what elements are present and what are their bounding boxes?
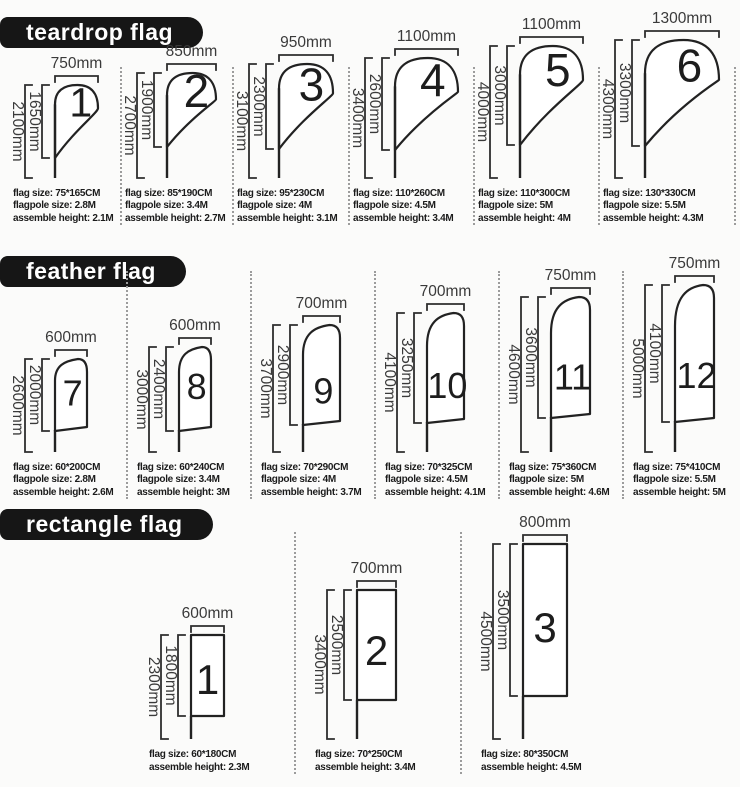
flag-number: 3 [298, 57, 325, 110]
flag-specs [478, 188, 571, 226]
width-label: 700mm [419, 282, 472, 300]
flag-diagram-teardrop-5 [474, 14, 596, 183]
spec-line: assemble height: 2.1M [13, 212, 114, 224]
spec-line: assemble height: 5M [633, 486, 726, 498]
spec-line: flagpole size: 3.4M [125, 200, 208, 211]
flag-unit-feather-8 [133, 315, 242, 500]
width-label: 800mm [519, 514, 571, 531]
flag-height-label: 3300mm [616, 62, 633, 123]
spec-line: assemble height: 4.6M [509, 486, 610, 498]
flag-diagram-feather-7 [9, 327, 100, 457]
flag-unit-feather-12 [629, 253, 738, 500]
flag-shape-feather [675, 285, 717, 422]
flag-unit-rectangle-3 [477, 512, 608, 774]
flag-specs [481, 749, 581, 774]
flag-number: 7 [62, 371, 83, 413]
spec-line: assemble height: 3M [137, 486, 230, 498]
flag-diagram-feather-9 [257, 293, 353, 457]
width-label: 600mm [45, 328, 97, 346]
flag-specs [149, 749, 249, 774]
spec-line: flagpole size: 2.8M [13, 474, 96, 485]
flag-diagram-rectangle-2 [311, 558, 409, 744]
width-label: 950mm [280, 33, 332, 51]
spec-line: assemble height: 4.1M [385, 486, 486, 498]
spec-line: flagpole size: 5M [509, 474, 584, 485]
width-bracket [523, 535, 567, 541]
spec-line: assemble height: 2.3M [149, 761, 250, 773]
width-bracket [675, 276, 714, 282]
pole-height-label: 3400mm [311, 634, 328, 695]
spec-line: assemble height: 3.4M [353, 212, 454, 224]
spec-line: flagpole size: 2.8M [13, 200, 96, 211]
pole-height-label: 4000mm [474, 81, 491, 142]
spec-line: assemble height: 3.4M [315, 761, 416, 773]
width-label: 750mm [544, 266, 597, 284]
width-label: 1100mm [521, 15, 582, 33]
flag-specs [353, 188, 453, 226]
flag-height-label: 4100mm [646, 322, 663, 384]
section-teardrop-flag [0, 0, 740, 247]
spec-line: flagpole size: 4M [261, 474, 336, 485]
flag-specs [633, 462, 726, 500]
flag-number: 6 [676, 38, 703, 91]
flag-unit-rectangle-1 [145, 603, 276, 774]
flag-unit-feather-11 [505, 265, 614, 500]
pole-height-label: 2600mm [9, 374, 26, 436]
spec-line: flagpole size: 5.5M [603, 200, 686, 211]
flag-height-label: 2900mm [274, 344, 291, 405]
spec-line: flagpole size: 5.5M [633, 474, 716, 485]
flag-row-feather [9, 253, 740, 500]
flag-height-label: 2300mm [250, 75, 267, 137]
flag-height-label: 1800mm [162, 645, 179, 706]
width-label: 700mm [350, 560, 403, 577]
pole-height-label: 4100mm [381, 351, 398, 413]
width-label: 850mm [165, 42, 218, 60]
width-bracket [645, 31, 719, 37]
spec-line: flag size: 60*200CM [13, 461, 101, 473]
flag-unit-feather-7 [9, 327, 118, 500]
section-title: teardrop flag [26, 19, 174, 45]
pole-height-label: 2300mm [145, 656, 162, 718]
section-feather-flag [0, 247, 740, 505]
spec-line: flag size: 75*360CM [509, 461, 597, 473]
spec-line: flag size: 110*260CM [353, 187, 445, 199]
flag-unit-teardrop-1 [9, 53, 118, 226]
flag-unit-feather-10 [381, 281, 490, 500]
width-label: 600mm [181, 605, 234, 622]
divider-dotted [374, 271, 376, 499]
flag-number: 12 [676, 354, 717, 396]
divider-dotted [622, 271, 624, 499]
width-bracket [303, 316, 340, 322]
pole-height-label: 4600mm [505, 343, 522, 405]
spec-line: flag size: 70*325CM [385, 461, 473, 473]
width-bracket [520, 37, 583, 43]
flag-unit-teardrop-5 [474, 14, 596, 226]
spec-line: flagpole size: 4.5M [353, 200, 436, 211]
spec-line: flag size: 60*240CM [137, 461, 225, 473]
flag-specs [603, 188, 703, 226]
spec-line: flagpole size: 4M [237, 200, 312, 211]
pole-height-label: 3700mm [257, 357, 274, 419]
flag-height-label: 3000mm [491, 64, 508, 126]
spec-line: assemble height: 4M [478, 212, 571, 224]
flag-height-label: 3250mm [398, 337, 415, 398]
width-bracket [179, 338, 211, 344]
flag-unit-teardrop-4 [349, 26, 471, 226]
spec-line: flag size: 75*410CM [633, 461, 721, 473]
width-bracket [55, 350, 87, 356]
flag-height-label: 1900mm [138, 79, 155, 140]
spec-line: flag size: 60*180CM [149, 749, 237, 760]
spec-line: assemble height: 4.5M [481, 761, 582, 773]
pole-height-label: 3000mm [133, 368, 150, 430]
flag-number: 11 [553, 355, 592, 397]
flag-row-teardrop [9, 8, 736, 226]
divider-dotted [126, 271, 128, 499]
flag-number: 5 [545, 43, 571, 96]
width-label: 750mm [668, 254, 721, 272]
spec-line: flagpole size: 3.4M [137, 474, 220, 485]
divider-dotted [498, 271, 500, 499]
flag-specs [385, 462, 485, 500]
flag-diagram-feather-12 [629, 253, 727, 457]
flag-diagram-teardrop-3 [233, 32, 346, 183]
flag-unit-teardrop-2 [121, 41, 230, 226]
flag-unit-teardrop-3 [233, 32, 346, 226]
width-bracket [191, 626, 224, 632]
spec-line: assemble height: 3.7M [261, 486, 362, 498]
flag-diagram-teardrop-6 [599, 8, 732, 183]
width-bracket [357, 581, 396, 587]
spec-line: flagpole size: 5M [478, 200, 553, 211]
pole-height-label: 4300mm [599, 78, 616, 139]
flag-number: 3 [533, 604, 557, 652]
flag-height-label: 3600mm [522, 326, 539, 388]
spec-line: flag size: 85*190CM [125, 187, 213, 199]
flag-unit-feather-9 [257, 293, 366, 500]
flag-height-label: 2500mm [328, 614, 345, 676]
pole-height-label: 3400mm [349, 87, 366, 148]
flag-specs [237, 188, 337, 226]
flag-row-rectangle [145, 512, 608, 774]
divider-dotted [734, 67, 736, 225]
width-bracket [551, 288, 590, 294]
flag-number: 4 [420, 53, 446, 106]
spec-line: flag size: 70*250CM [315, 749, 403, 760]
flag-unit-rectangle-2 [311, 558, 442, 774]
pole-height-label: 3100mm [233, 90, 250, 151]
pole-height-label: 5000mm [629, 337, 646, 399]
width-bracket [427, 304, 464, 310]
spec-line: assemble height: 2.7M [125, 212, 226, 224]
width-label: 750mm [50, 54, 103, 72]
width-label: 1100mm [396, 27, 457, 45]
flag-number: 8 [186, 365, 207, 407]
flag-height-label: 2600mm [366, 73, 383, 134]
spec-line: flag size: 80*350CM [481, 749, 569, 760]
spec-line: flag size: 130*330CM [603, 187, 696, 199]
flag-specs [315, 749, 415, 774]
section-rectangle-flag [0, 505, 740, 787]
flag-diagram-teardrop-1 [9, 53, 111, 183]
flag-diagram-feather-11 [505, 265, 603, 457]
flag-specs [137, 462, 230, 500]
spec-line: flag size: 70*290CM [261, 461, 349, 473]
spec-line: flagpole size: 4.5M [385, 474, 468, 485]
flag-height-label: 1650mm [26, 90, 43, 152]
flag-diagram-teardrop-2 [121, 41, 229, 183]
flag-number: 9 [313, 370, 334, 411]
flag-height-label: 2000mm [26, 364, 43, 425]
flag-height-label: 2400mm [150, 358, 167, 419]
flag-diagram-rectangle-1 [145, 603, 237, 744]
flag-diagram-rectangle-3 [477, 512, 580, 744]
flag-specs [125, 188, 225, 226]
divider-dotted [250, 271, 252, 499]
section-title: feather flag [26, 258, 156, 284]
flag-diagram-feather-8 [133, 315, 224, 457]
flag-height-label: 3500mm [494, 589, 511, 651]
spec-line: flag size: 95*230CM [237, 187, 325, 199]
flag-number: 10 [427, 364, 468, 406]
width-label: 1300mm [651, 9, 713, 27]
pole-height-label: 2700mm [121, 94, 138, 156]
flag-number: 1 [195, 656, 220, 704]
divider-dotted [294, 532, 296, 774]
pole-height-label: 2100mm [9, 100, 26, 162]
spec-line: flag size: 110*300CM [478, 187, 570, 199]
spec-line: assemble height: 3.1M [237, 212, 338, 224]
spec-line: assemble height: 4.3M [603, 212, 704, 224]
flag-number: 2 [364, 627, 389, 674]
spec-line: flag size: 75*165CM [13, 187, 101, 199]
flag-diagram-teardrop-4 [349, 26, 471, 183]
width-label: 600mm [169, 316, 221, 334]
flag-specs [13, 188, 113, 226]
flag-specs [261, 462, 361, 500]
flag-specs [13, 462, 113, 500]
width-label: 700mm [295, 294, 348, 312]
section-title: rectangle flag [26, 511, 183, 537]
flag-diagram-feather-10 [381, 281, 477, 457]
divider-dotted [460, 532, 462, 774]
flag-specs [509, 462, 609, 500]
spec-line: assemble height: 2.6M [13, 486, 114, 498]
flag-number: 2 [183, 64, 210, 117]
flag-unit-teardrop-6 [599, 8, 732, 226]
flag-number: 1 [69, 79, 93, 125]
pole-height-label: 4500mm [477, 611, 494, 672]
